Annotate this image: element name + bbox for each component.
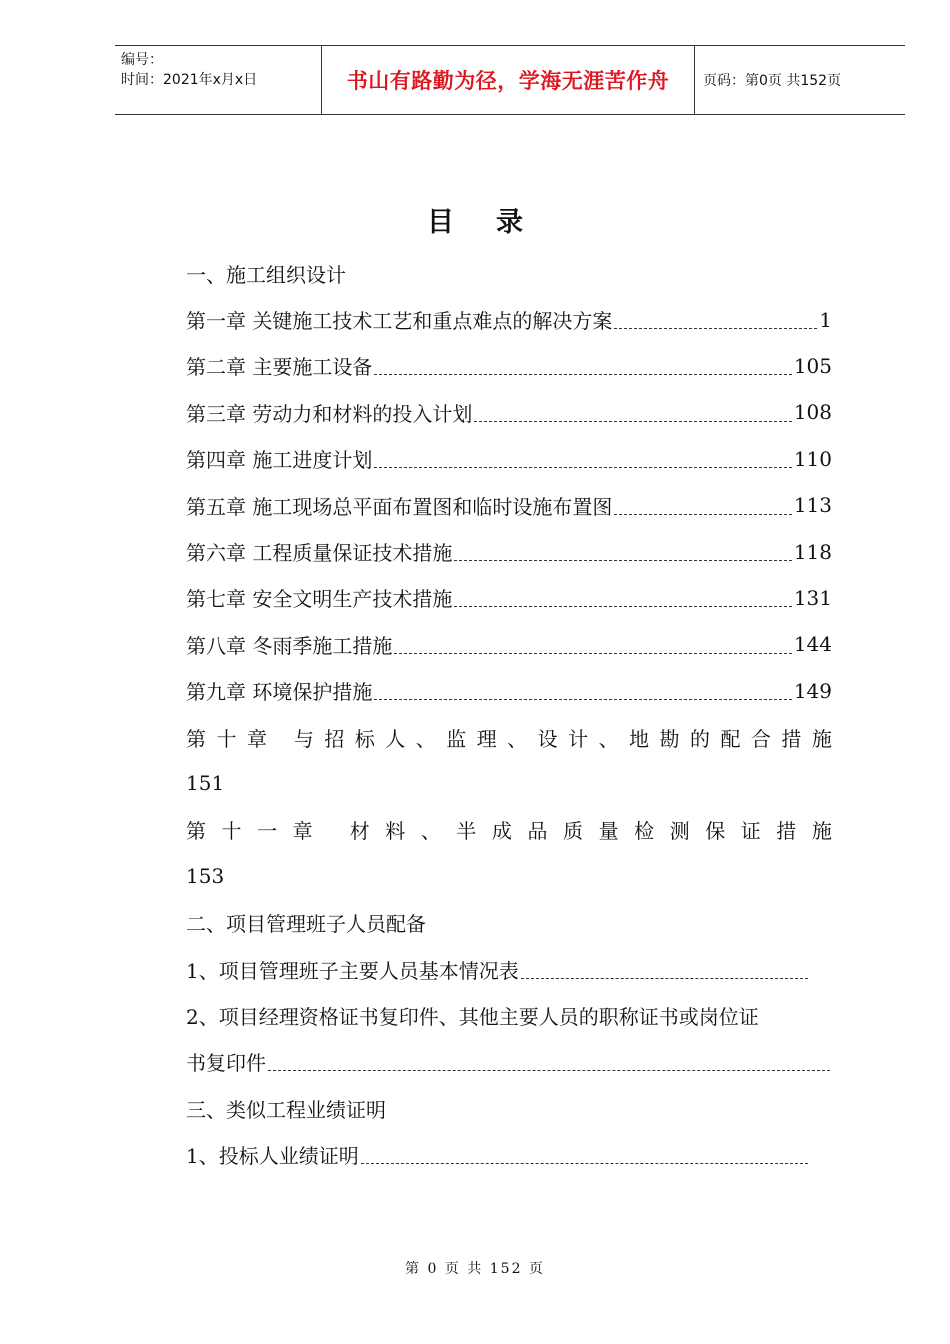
- toc-chapter-11-page: 153: [186, 864, 225, 889]
- leader-dots: [614, 316, 817, 329]
- leader-dots: [454, 594, 791, 607]
- header-motto-cell: [322, 46, 695, 114]
- time-label: 时间：2021年x月x日: [121, 72, 258, 88]
- toc-chapter-10-page: 151: [186, 771, 225, 796]
- leader-dots: [521, 966, 808, 979]
- header-meta: [115, 46, 322, 114]
- header-motto: 书山有路勤为径，学海无涯苦作舟: [346, 69, 670, 93]
- toc-spread-char: 品: [527, 819, 548, 844]
- page-footer: 第 0 页 共 152 页: [405, 1261, 545, 1277]
- toc-spread-char: 措: [776, 819, 797, 844]
- leader-dots: [361, 1151, 808, 1164]
- toc-chapter-label: 第八章 冬雨季施工措施: [186, 633, 393, 658]
- toc-spread-char: 施: [811, 819, 832, 844]
- toc-spread-char: 测: [669, 819, 690, 844]
- toc-chapter-label: 第四章 施工进度计划: [186, 448, 373, 473]
- toc-item-2-2-line1[interactable]: 2、项目经理资格证书复印件、其他主要人员的职称证书或岗位证: [186, 1004, 759, 1029]
- table-of-contents: [186, 250, 832, 1178]
- toc-item-2-2-line2[interactable]: 书复印件: [186, 1039, 832, 1085]
- toc-spread-char: 、: [415, 726, 436, 751]
- toc-spread-char: 措: [781, 726, 802, 751]
- toc-spread-char: 地: [629, 726, 650, 751]
- toc-spread-char: 合: [750, 726, 771, 751]
- toc-chapter-11[interactable]: [186, 807, 832, 853]
- toc-chapter-8[interactable]: [186, 621, 832, 667]
- toc-spread-char: 标: [354, 726, 375, 751]
- toc-spread-char: 、: [420, 819, 441, 844]
- toc-spread-char: 勘: [659, 726, 680, 751]
- toc-spread-char: 半: [456, 819, 477, 844]
- toc-spread-char: 与: [293, 726, 314, 751]
- toc-section-1: 一、施工组织设计: [186, 262, 346, 287]
- toc-spread-char: 理: [476, 726, 497, 751]
- toc-item-2-1[interactable]: 1、项目管理班子主要人员基本情况表: [186, 946, 810, 992]
- leader-dots: [614, 502, 791, 515]
- toc-chapter-label: 第五章 施工现场总平面布置图和临时设施布置图: [186, 494, 613, 519]
- leader-dots: [394, 641, 791, 654]
- toc-spread-char: 第: [186, 726, 206, 751]
- header-page-info-cell: [695, 46, 905, 114]
- toc-spread-char: 施: [811, 726, 832, 751]
- toc-section-3: 三、类似工程业绩证明: [186, 1097, 386, 1122]
- toc-spread-char: 保: [705, 819, 726, 844]
- toc-chapter-2[interactable]: [186, 343, 832, 389]
- toc-page-number: 144: [793, 632, 832, 657]
- toc-spread-char: 章: [246, 726, 267, 751]
- toc-spread-char: 十: [216, 726, 237, 751]
- leader-dots: [374, 455, 791, 468]
- leader-dots: [474, 409, 791, 422]
- toc-chapter-label: 第六章 工程质量保证技术措施: [186, 541, 453, 566]
- toc-page-number: 118: [793, 539, 832, 564]
- toc-chapter-label: 第七章 安全文明生产技术措施: [186, 587, 453, 612]
- toc-spread-char: 料: [385, 819, 406, 844]
- toc-page-number: 105: [793, 353, 832, 378]
- leader-dots: [268, 1058, 830, 1071]
- toc-chapter-10[interactable]: [186, 714, 832, 760]
- toc-spread-char: 十: [221, 819, 242, 844]
- toc-chapter-4[interactable]: [186, 436, 832, 482]
- toc-spread-char: 一: [257, 819, 278, 844]
- toc-chapter-3[interactable]: [186, 389, 832, 435]
- leader-dots: [374, 362, 791, 375]
- toc-spread-char: 的: [689, 726, 710, 751]
- toc-spread-char: 第: [186, 819, 206, 844]
- toc-page-number: 1: [819, 307, 832, 332]
- header-page-info: 页码：第0页 共152页: [703, 73, 842, 89]
- toc-spread-char: 量: [598, 819, 619, 844]
- toc-chapter-5[interactable]: [186, 482, 832, 528]
- toc-chapter-label: 第一章 关键施工技术工艺和重点难点的解决方案: [186, 309, 613, 334]
- page-title: 目录: [427, 207, 565, 238]
- toc-spread-char: 招: [324, 726, 345, 751]
- toc-chapter-7[interactable]: [186, 575, 832, 621]
- toc-spread-char: 人: [385, 726, 406, 751]
- toc-page-number: 113: [793, 493, 832, 518]
- toc-spread-char: 成: [491, 819, 512, 844]
- toc-item-3-1[interactable]: 1、投标人业绩证明: [186, 1131, 810, 1177]
- toc-chapter-9[interactable]: [186, 668, 832, 714]
- toc-chapter-label: 第三章 劳动力和材料的投入计划: [186, 401, 473, 426]
- serial-label: 编号：: [121, 52, 163, 68]
- leader-dots: [374, 687, 791, 700]
- toc-spread-char: 计: [568, 726, 589, 751]
- toc-chapter-1[interactable]: [186, 296, 832, 342]
- page-header: [115, 45, 905, 115]
- toc-spread-char: 、: [507, 726, 528, 751]
- toc-page-number: 108: [793, 400, 832, 425]
- toc-spread-char: 章: [292, 819, 313, 844]
- toc-spread-char: 质: [563, 819, 584, 844]
- toc-chapter-label: 第九章 环境保护措施: [186, 680, 373, 705]
- toc-page-number: 110: [793, 446, 832, 471]
- toc-spread-char: 设: [537, 726, 558, 751]
- toc-chapter-6[interactable]: [186, 528, 832, 574]
- toc-spread-char: 证: [740, 819, 761, 844]
- leader-dots: [454, 548, 791, 561]
- toc-chapter-list: [186, 296, 832, 714]
- toc-page-number: 131: [793, 585, 832, 610]
- toc-section-2: 二、项目管理班子人员配备: [186, 912, 426, 937]
- toc-spread-char: 配: [720, 726, 741, 751]
- toc-spread-char: 监: [446, 726, 467, 751]
- toc-chapter-label: 第二章 主要施工设备: [186, 355, 373, 380]
- toc-page-number: 149: [793, 678, 832, 703]
- toc-spread-char: 、: [598, 726, 619, 751]
- toc-spread-char: 材: [349, 819, 370, 844]
- toc-spread-char: 检: [634, 819, 655, 844]
